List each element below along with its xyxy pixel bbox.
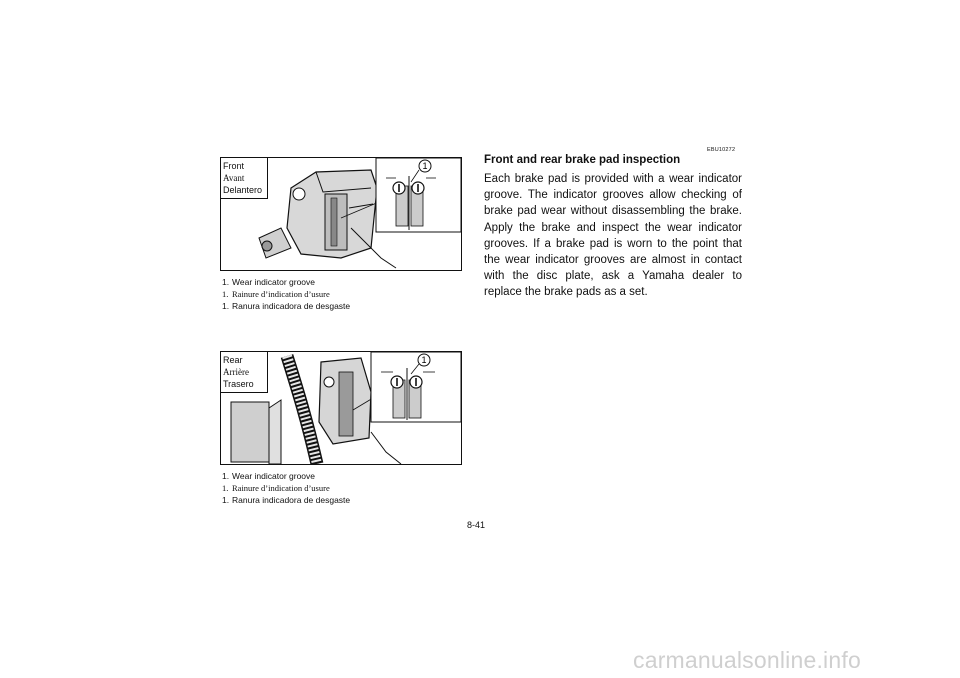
section-title: Front and rear brake pad inspection (484, 154, 681, 166)
page-number: 8-41 (467, 520, 486, 530)
watermark: carmanualsonline.info (633, 647, 861, 673)
section-code: EBU10272 (707, 147, 736, 153)
caption-number: 1. (222, 483, 229, 493)
rear-label-en: Rear (223, 355, 243, 365)
rear-label-box (221, 352, 268, 393)
front-caption-fr: Rainure d’indication d’usure (232, 289, 330, 299)
rear-caption-es: Ranura indicadora de desgaste (232, 495, 351, 505)
front-callout-number: 1 (422, 161, 428, 171)
caption-number: 1. (222, 471, 230, 481)
caption-number: 1. (222, 495, 230, 505)
front-label-box (221, 158, 268, 199)
rear-figure-captions (222, 470, 472, 506)
rear-brake-figure (220, 351, 462, 465)
front-caption-es: Ranura indicadora de desgaste (232, 301, 351, 311)
front-label-fr: Avant (223, 173, 245, 183)
front-caption-en: Wear indicator groove (232, 277, 315, 287)
rear-caption-en: Wear indicator groove (232, 471, 315, 481)
front-label-es: Delantero (223, 185, 263, 195)
rear-label-es: Trasero (223, 379, 254, 389)
rear-label-fr: Arrière (223, 367, 249, 377)
caption-number: 1. (222, 289, 229, 299)
rear-callout-number: 1 (421, 355, 427, 365)
rear-caption-fr: Rainure d’indication d’usure (232, 483, 330, 493)
caption-number: 1. (222, 277, 230, 287)
section-body: Each brake pad is provided with a wear indicator groove. The indicator grooves allow checking of brake pad wear without disassembling the brake. Apply the brake and inspect the wear indicator grooves. If a brake pad is worn to the point that the wear indicator grooves are almost in contact with the disc plate, ask a Yamaha dealer to replace the brake pads as a set. (484, 173, 742, 299)
front-brake-figure (220, 157, 462, 271)
caption-number: 1. (222, 301, 230, 311)
front-label-en: Front (223, 161, 245, 171)
front-figure-captions (222, 276, 472, 312)
